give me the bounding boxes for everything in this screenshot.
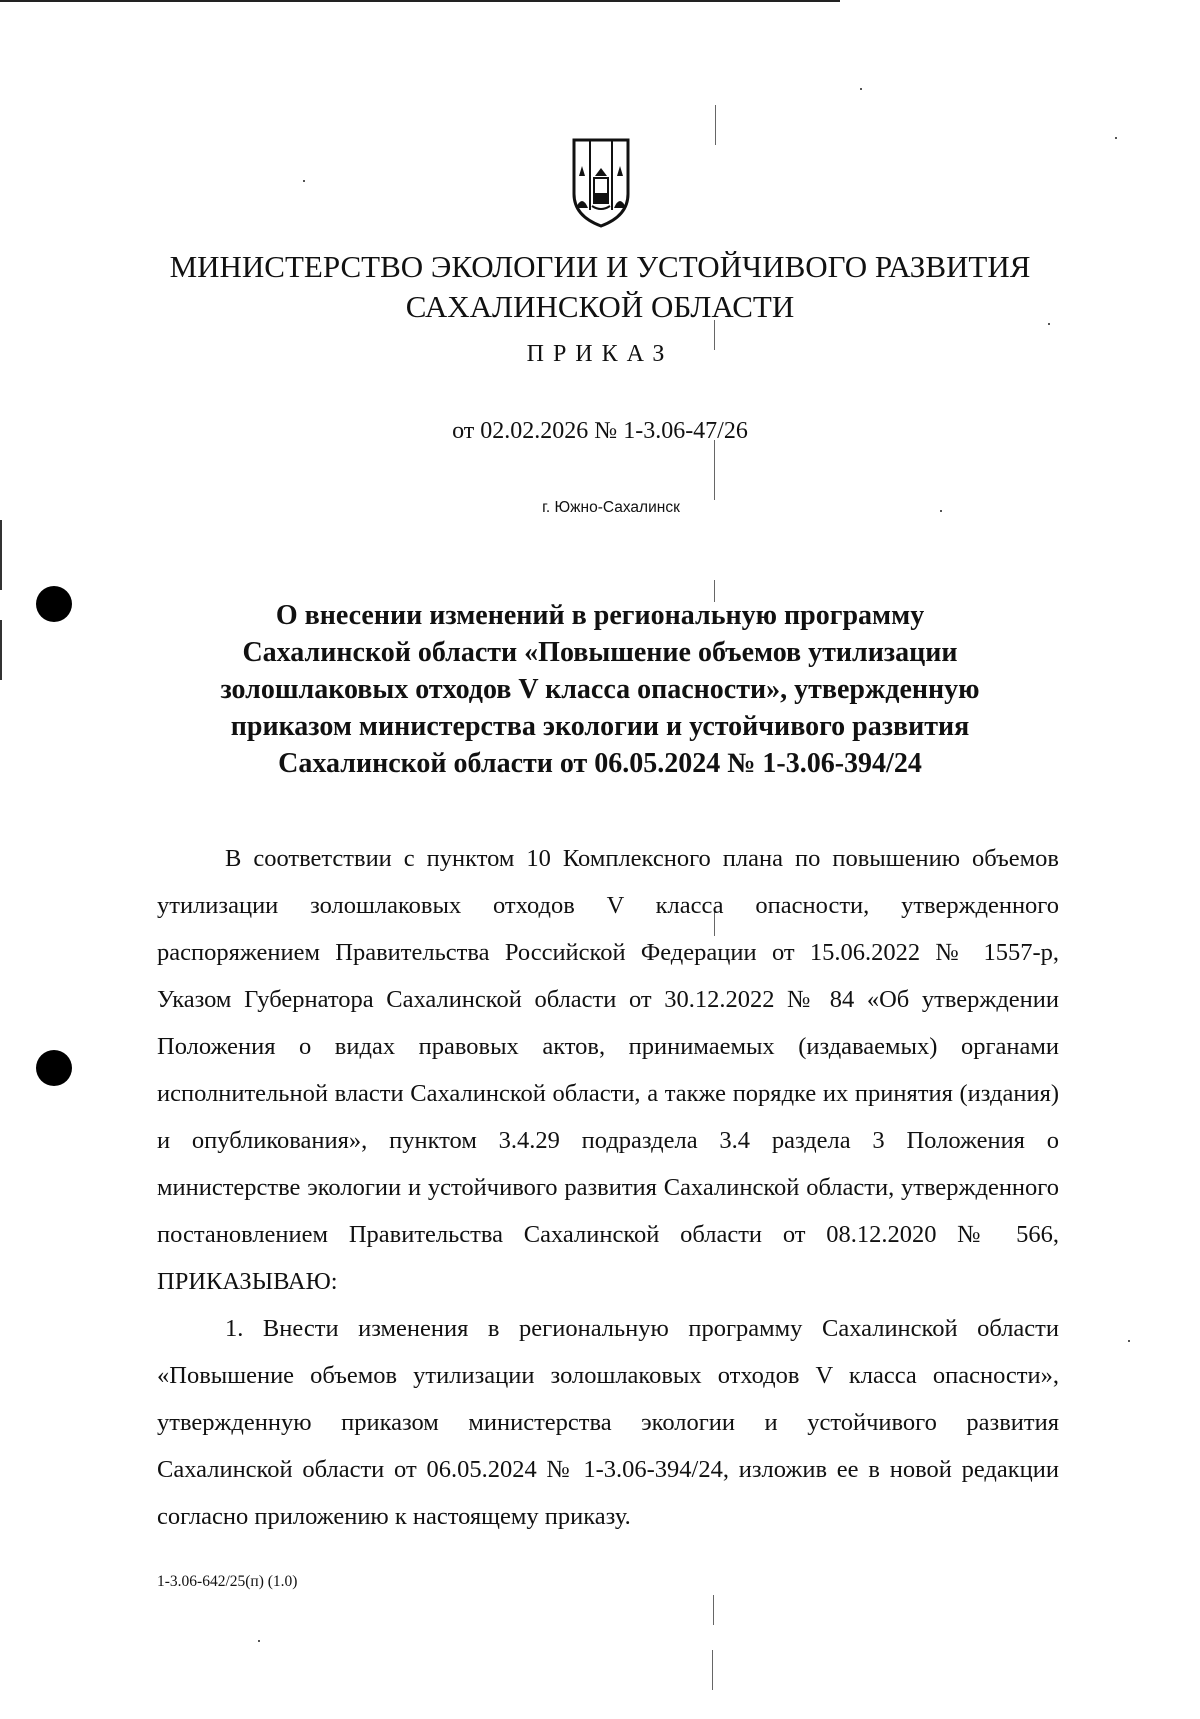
city: г. Южно-Сахалинск [542,499,680,516]
document-code: 1-3.06-642/25(п) (1.0) [157,1573,298,1590]
preamble-paragraph: В соответствии с пунктом 10 Комплексного плана по повышению объемов утилизации золошлаковых отходов V класса опасности, утвержденного распоряжением Правительства Российской Федерации от 15.06.2022 № 1557-р, Указом Губернатора Сахалинской области от 30.12.2022 № 84 «Об утверждении Положения о видах правовых актов, принимаемых (издаваемых) органами исполнительной власти Сахалинской области, а также порядке их принятия (издания) и опубликования», пунктом 3.4.29 подраздела 3.4 раздела 3 Положения о министерстве экологии и устойчивого развития Сахалинской области, утвержденного постановлением Правительства Сахалинской области от 08.12.2020 № 566, ПРИКАЗЫВАЮ: [157,845,1059,1295]
ministry-name [100,247,1100,327]
order-subject [150,597,1050,782]
item-1-paragraph: 1. Внести изменения в региональную программу Сахалинской области «Повышение объемов утилизации золошлаковых отходов V класса опасности», утвержденную приказом министерства экологии и устойчивого развития Сахалинской области от 06.05.2024 № 1-3.06-394/24, изложив ее в новой редакции согласно приложению к настоящему приказу. [157,1315,1059,1530]
scan-fold-mark [715,105,716,145]
scan-speck [1128,1340,1130,1342]
order-body [157,835,1059,1540]
order-title: ПРИКАЗ [526,341,674,367]
punch-hole [36,586,72,622]
scan-left-edge [0,520,2,590]
scan-fold-mark [712,1650,713,1690]
subject-line: Сахалинской области от 06.05.2024 № 1-3.06-394/24 [278,748,922,779]
scan-fold-mark [714,440,715,500]
scan-left-edge [0,620,2,680]
subject-line: приказом министерства экологии и устойчивого развития [230,711,970,742]
scan-speck [1115,137,1117,139]
scan-speck [303,180,305,182]
ministry-name-line: МИНИСТЕРСТВО ЭКОЛОГИИ И УСТОЙЧИВОГО РАЗВИТИЯ [169,249,1031,284]
sakhalin-coat-of-arms-icon [568,136,634,230]
ministry-name-line: САХАЛИНСКОЙ ОБЛАСТИ [405,289,795,324]
scan-fold-mark [713,1595,714,1625]
scan-top-border [0,0,840,2]
subject-line: О внесении изменений в региональную программу [275,600,925,631]
punch-hole [36,1050,72,1086]
subject-line: золошлаковых отходов V класса опасности», утвержденную [220,674,980,705]
scan-speck [258,1640,260,1642]
order-number: от 02.02.2026 № 1-3.06-47/26 [452,418,748,444]
subject-line: Сахалинской области «Повышение объемов утилизации [242,637,958,668]
scan-speck [860,88,862,90]
